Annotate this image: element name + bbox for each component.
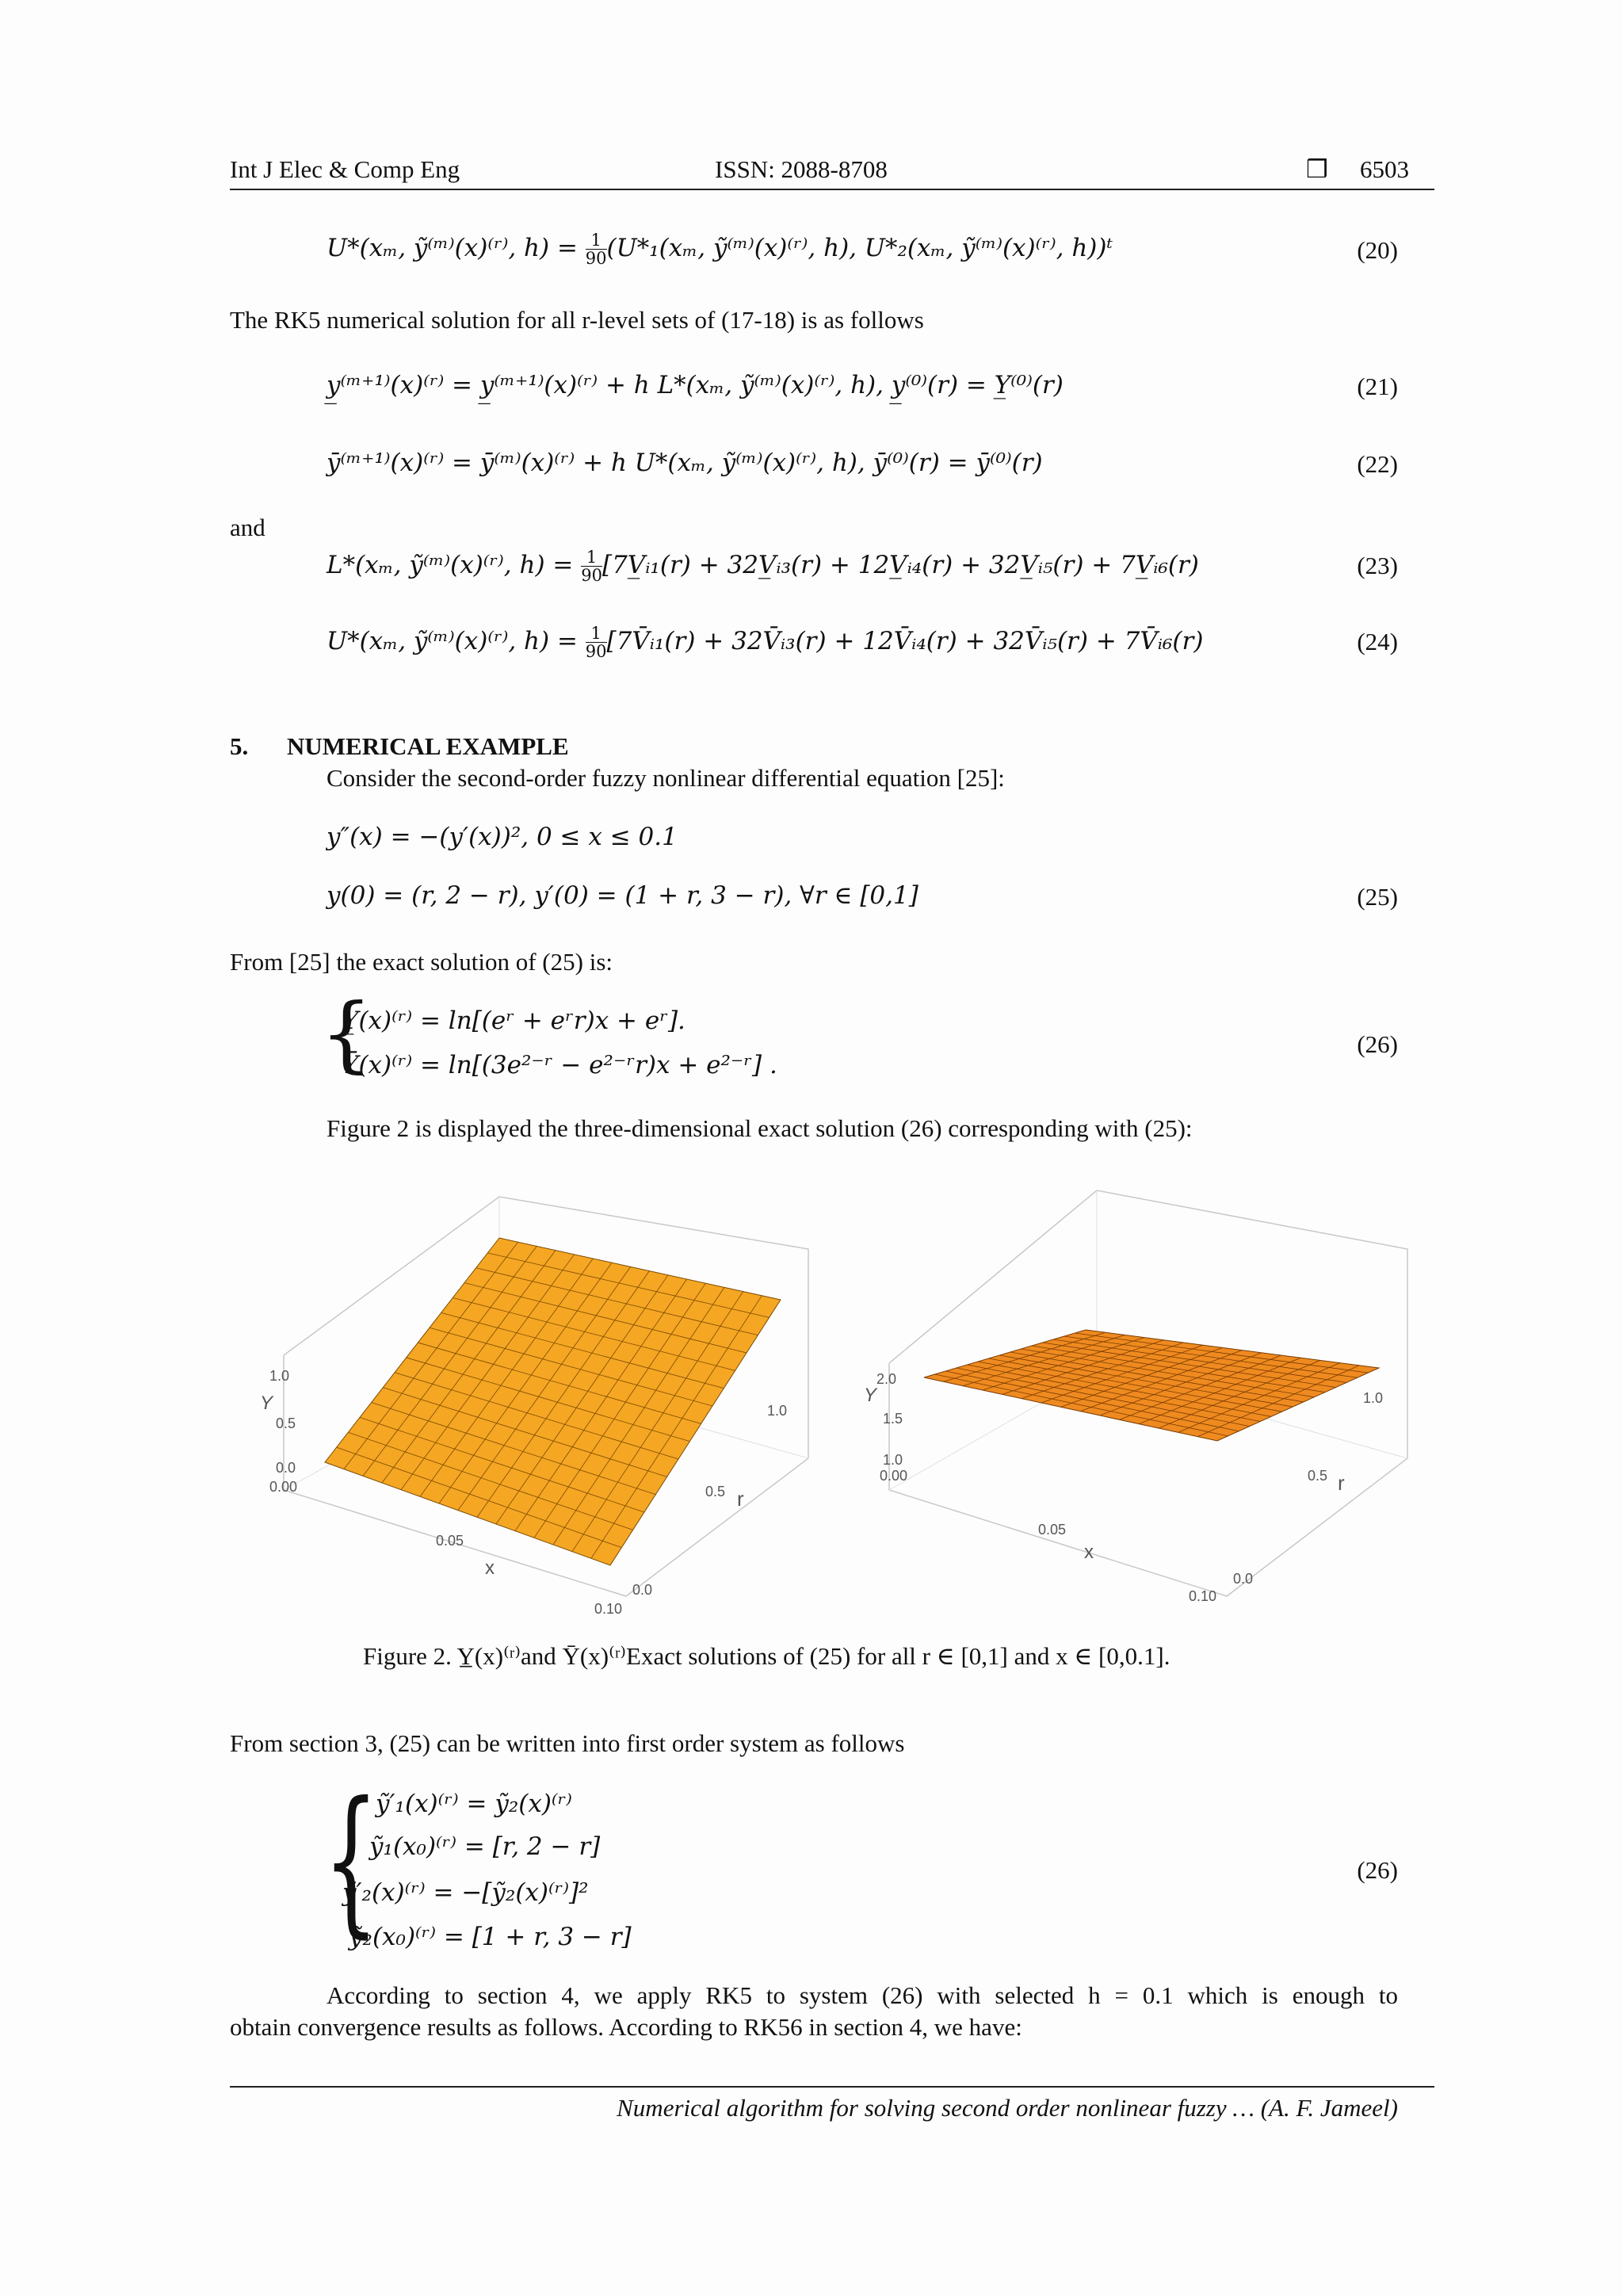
- r-axis-label: r: [737, 1487, 744, 1511]
- paragraph: According to section 4, we apply RK5 to system (26) with selected h = 0.1 which is enough to: [327, 1981, 1398, 2009]
- x-tick: 0.10: [594, 1601, 623, 1617]
- figure-caption: Figure 2. Y̲(x)⁽ʳ⁾and Ȳ(x)⁽ʳ⁾Exact solutions of (25) for all r ∈ [0,1] and x ∈ [0,0.1].: [363, 1642, 1170, 1670]
- equation-26-line2: Ȳ(x)⁽ʳ⁾ = ln[(3e²⁻ʳ − e²⁻ʳr)x + e²⁻ʳ] .: [342, 1051, 777, 1079]
- equation-20: [327, 231, 1113, 267]
- r-tick: 0.0: [1233, 1571, 1254, 1587]
- x-tick: 0.00: [880, 1468, 908, 1484]
- section-title: NUMERICAL EXAMPLE: [287, 732, 569, 760]
- r-tick: 1.0: [767, 1403, 788, 1419]
- r-tick: 1.0: [1363, 1390, 1384, 1406]
- system-line-1: ỹ′₁(x)⁽ʳ⁾ = ỹ₂(x)⁽ʳ⁾: [376, 1790, 572, 1818]
- x-tick: 0.00: [269, 1479, 298, 1495]
- z-tick: 1.5: [883, 1411, 903, 1427]
- paragraph: From section 3, (25) can be written into first order system as follows: [230, 1729, 905, 1757]
- z-tick: 2.0: [876, 1371, 897, 1387]
- running-footer: Numerical algorithm for solving second order nonlinear fuzzy … (A. F. Jameel): [617, 2094, 1398, 2122]
- r-axis-label: r: [1338, 1471, 1345, 1495]
- x-tick: 0.10: [1189, 1588, 1217, 1604]
- equation-25a: y″(x) = −(y′(x))², 0 ≤ x ≤ 0.1: [327, 823, 678, 851]
- left-brace: {: [323, 1768, 379, 1953]
- paragraph: Figure 2 is displayed the three-dimensional exact solution (26) corresponding with (25):: [327, 1114, 1193, 1142]
- section-number: 5.: [230, 732, 249, 760]
- equation-24-lhs: U*(xₘ, ỹ⁽ᵐ⁾(x)⁽ʳ⁾, h) =: [327, 627, 586, 655]
- system-line-2: ỹ₁(x₀)⁽ʳ⁾ = [r, 2 − r]: [369, 1832, 601, 1861]
- equation-20-rhs: (U*₁(xₘ, ỹ⁽ᵐ⁾(x)⁽ʳ⁾, h), U*₂(xₘ, ỹ⁽ᵐ⁾(x)⁽ʳ⁾, h))ᵗ: [606, 234, 1113, 262]
- page-number: 6503: [1360, 155, 1409, 183]
- z-tick: 0.0: [276, 1460, 296, 1476]
- header-rule: [230, 189, 1434, 190]
- running-header-journal: Int J Elec & Comp Eng: [230, 155, 460, 183]
- equation-number-22: (22): [1357, 450, 1398, 478]
- equation-number-25: (25): [1357, 883, 1398, 911]
- footer-rule: [230, 2086, 1434, 2088]
- figure-2: [238, 1189, 1411, 1617]
- x-tick: 0.05: [1038, 1522, 1067, 1538]
- equation-number-24: (24): [1357, 628, 1398, 655]
- box-icon: ❒: [1306, 155, 1328, 183]
- plot-2: [864, 1190, 1407, 1604]
- system-line-3: ỹ′₂(x)⁽ʳ⁾ = −[ỹ₂(x)⁽ʳ⁾]²: [342, 1878, 589, 1907]
- r-tick: 0.5: [1308, 1468, 1328, 1484]
- equation-25b: y(0) = (r, 2 − r), y′(0) = (1 + r, 3 − r), ∀r ∈ [0,1]: [327, 881, 918, 910]
- fraction: $\frac{1}{90}$: [585, 231, 607, 268]
- r-tick: 0.5: [705, 1484, 726, 1499]
- fraction: $\frac{1}{90}$: [581, 548, 602, 585]
- equation-number-26b: (26): [1357, 1856, 1398, 1884]
- equation-21: y̲⁽ᵐ⁺¹⁾(x)⁽ʳ⁾ = y̲⁽ᵐ⁺¹⁾(x)⁽ʳ⁾ + h L*(xₘ, ỹ⁽ᵐ⁾(x)⁽ʳ⁾, h), y̲⁽⁰⁾(r) = Y̲⁽⁰⁾(r): [327, 371, 1064, 399]
- plot-1: [260, 1197, 808, 1617]
- equation-24: [327, 625, 1203, 660]
- z-tick: 1.0: [883, 1452, 903, 1468]
- equation-23: [327, 548, 1199, 584]
- equation-23-lhs: L*(xₘ, ỹ⁽ᵐ⁾(x)⁽ʳ⁾, h) =: [327, 551, 582, 579]
- running-header-issn: ISSN: 2088-8708: [715, 155, 888, 183]
- system-line-4: ỹ₂(x₀)⁽ʳ⁾ = [1 + r, 3 − r]: [349, 1923, 632, 1951]
- equation-number-20: (20): [1357, 236, 1398, 264]
- equation-24-rhs: [7V̄ᵢ₁(r) + 32V̄ᵢ₃(r) + 12V̄ᵢ₄(r) + 32V̄ᵢ₅(r) + 7V̄ᵢ₆(r): [606, 627, 1204, 655]
- x-axis-label: x: [1084, 1541, 1094, 1563]
- figure-2-svg: [238, 1189, 1411, 1617]
- left-brace: {: [320, 985, 373, 1082]
- equation-number-23: (23): [1357, 552, 1398, 579]
- x-axis-label: x: [485, 1557, 495, 1579]
- fraction: $\frac{1}{90}$: [585, 624, 607, 661]
- paragraph: The RK5 numerical solution for all r-level sets of (17-18) is as follows: [230, 306, 924, 334]
- paragraph: Consider the second-order fuzzy nonlinear differential equation [25]:: [327, 764, 1005, 792]
- x-tick: 0.05: [436, 1533, 464, 1549]
- equation-23-rhs: [7V̲ᵢ₁(r) + 32V̲ᵢ₃(r) + 12V̲ᵢ₄(r) + 32V̲ᵢ₅(r) + 7V̲ᵢ₆(r): [601, 551, 1199, 579]
- paragraph: From [25] the exact solution of (25) is:: [230, 948, 613, 976]
- paragraph: obtain convergence results as follows. According to RK56 in section 4, we have:: [230, 2013, 1022, 2041]
- equation-26-line1: Y̲(x)⁽ʳ⁾ = ln[(eʳ + eʳr)x + eʳ].: [342, 1007, 685, 1035]
- connector-word: and: [230, 514, 265, 541]
- z-axis-label: Y: [864, 1385, 877, 1406]
- equation-22: ȳ⁽ᵐ⁺¹⁾(x)⁽ʳ⁾ = ȳ⁽ᵐ⁾(x)⁽ʳ⁾ + h U*(xₘ, ỹ⁽ᵐ⁾(x)⁽ʳ⁾, h), ȳ⁽⁰⁾(r) = ȳ⁽⁰⁾(r): [327, 449, 1043, 477]
- z-tick: 0.5: [276, 1415, 296, 1431]
- z-axis-label: Y: [260, 1392, 273, 1414]
- z-tick: 1.0: [269, 1368, 290, 1384]
- equation-number-21: (21): [1357, 372, 1398, 400]
- r-tick: 0.0: [632, 1582, 653, 1598]
- equation-number-26: (26): [1357, 1030, 1398, 1058]
- equation-20-lhs: U*(xₘ, ỹ⁽ᵐ⁾(x)⁽ʳ⁾, h) =: [327, 234, 586, 262]
